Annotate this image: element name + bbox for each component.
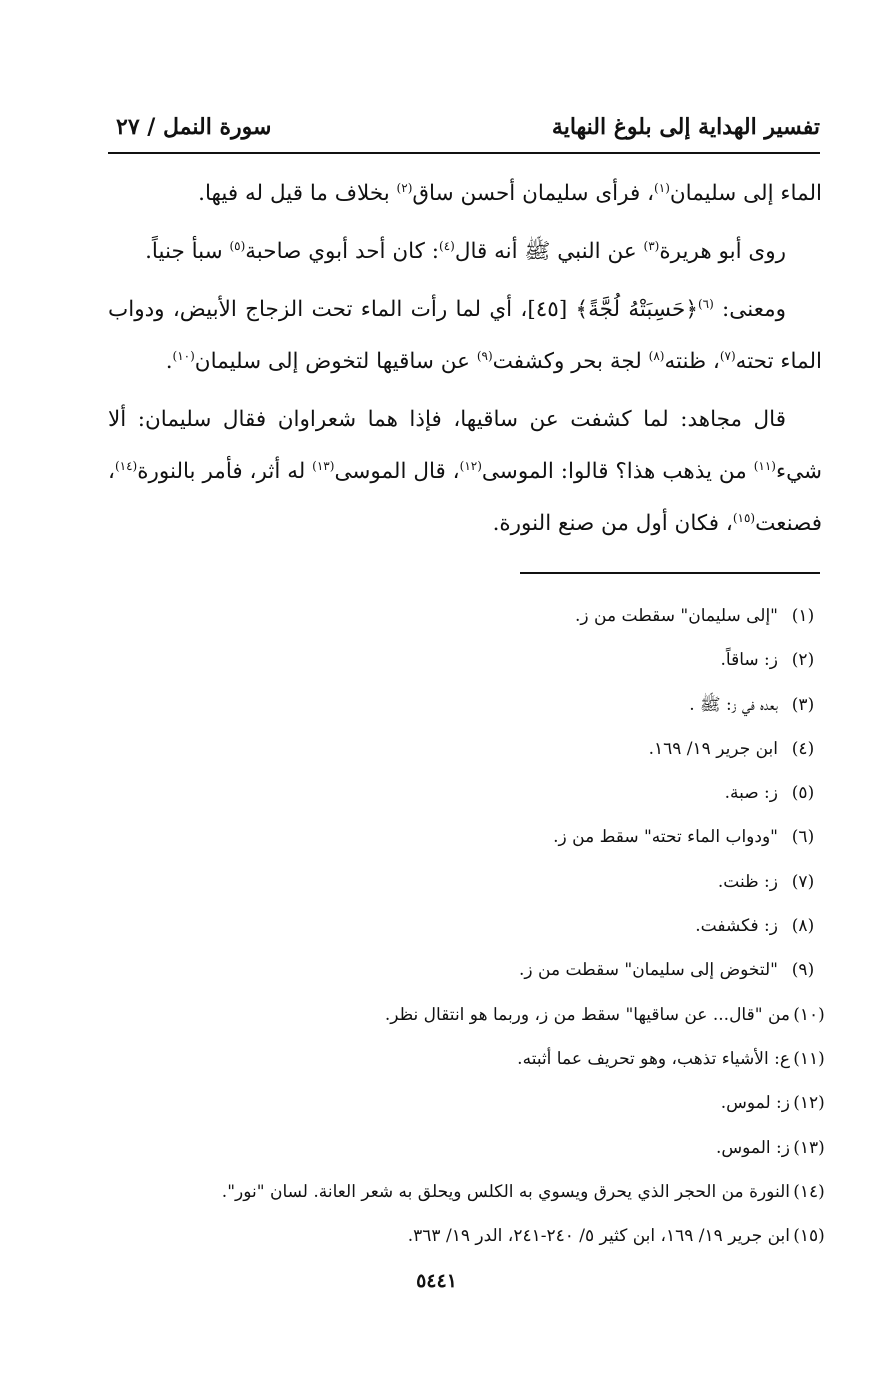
footnote-number: (٣) (791, 694, 815, 715)
footnote-text: ع: الأشياء تذهب، وهو تحريف عما أثبته. (517, 1048, 790, 1069)
footnote-text: ز: صبة. (724, 783, 778, 804)
running-header (108, 110, 820, 150)
footnote-text: من "قال... عن ساقيها" سقط من ز، وربما هو انتقال نظر. (384, 1004, 790, 1025)
text-run: ، قال الموسى (334, 459, 460, 484)
footnote-item (108, 1214, 828, 1258)
footnote-marker: (١٠) (172, 348, 195, 363)
text-run: ، فرأى سليمان أحسن ساق (412, 181, 655, 206)
footnote-number: (٩) (791, 960, 815, 981)
footnote-marker: (٣) (643, 238, 660, 253)
footnote-text: ز: فكشفت. (695, 916, 778, 937)
footnote-number: (٤) (791, 738, 815, 759)
footnote-number: (٢) (791, 650, 815, 671)
footnote-text: ز: ساقاً. (720, 650, 778, 671)
footnote-item (108, 771, 828, 815)
surah-label: سورة النمل / ٢٧ (116, 114, 272, 140)
footnote-marker: (١١) (753, 458, 776, 473)
footnote-text: ابن جرير ١٩/ ١٦٩، ابن كثير ٥/ ٢٤٠-٢٤١، الدر ١٩/ ٣٦٣. (407, 1226, 790, 1247)
text-run: قال مجاهد: لما كشفت عن ساقيها، فإذا هما شعراوان فقال سليمان: ألا شيء (108, 407, 822, 484)
footnote-text: "إلى سليمان" سقطت من ز. (575, 606, 778, 626)
main-text (108, 168, 822, 556)
footnote-text: بعده في ز: ﷺ . (689, 694, 778, 715)
footnote-marker: (١٣) (312, 458, 335, 473)
footnote-text: ز: ظنت. (717, 871, 778, 892)
footnote-number: (١١) (793, 1048, 825, 1069)
footnote-text: ز: الموس. (715, 1137, 790, 1158)
footnote-marker: (٧) (719, 348, 736, 363)
footnote-marker: (١٢) (459, 458, 482, 473)
footnote-item (108, 683, 828, 727)
footnote-number: (١٠) (793, 1004, 825, 1025)
text-run: ، فكان أول من صنع النورة. (492, 511, 733, 536)
footnote-marker: (٢) (396, 180, 413, 195)
paragraph-3 (108, 284, 822, 388)
page-number: ٥٤٤١ (416, 1270, 457, 1292)
text-run: ومعنى: (713, 297, 786, 322)
footnote-number: (١٤) (793, 1181, 825, 1202)
footnote-number: (١٥) (793, 1226, 825, 1247)
text-run: ، ظنته (664, 349, 720, 374)
text-run: الماء إلى سليمان (669, 181, 822, 206)
text-run: عن النبي ﷺ أنه قال (454, 239, 644, 264)
footnote-marker: (٦) (697, 296, 714, 311)
footnote-item (108, 638, 828, 682)
footnote-text: "لتخوض إلى سليمان" سقطت من ز. (519, 960, 778, 981)
footnote-number: (٦) (791, 827, 815, 848)
footnote-marker: (٨) (648, 348, 665, 363)
footnote-number: (٥) (791, 783, 815, 804)
footnote-item (108, 594, 828, 638)
footnote-text: ز: لموس. (720, 1093, 790, 1114)
footnote-item (108, 1037, 828, 1081)
footnote-number: (٨) (791, 916, 815, 937)
footnote-marker: (١٥) (732, 510, 756, 525)
header-rule (108, 152, 820, 154)
footnote-item (108, 1081, 828, 1125)
footnote-number: (١٣) (793, 1137, 825, 1158)
footnote-item (108, 1126, 828, 1170)
footnote-item (108, 860, 828, 904)
footnote-number: (١٢) (793, 1093, 825, 1114)
footnote-item (108, 1170, 828, 1214)
footnote-text: ابن جرير ١٩/ ١٦٩. (648, 738, 778, 759)
text-run: من يذهب هذا؟ قالوا: الموسى (481, 459, 754, 484)
text-run: روى أبو هريرة (659, 239, 786, 264)
text-run: سبأ جنياً. (145, 239, 230, 264)
text-run: : كان أحد أبوي صاحبة (245, 239, 439, 264)
text-run: ، فصنعت (108, 459, 822, 536)
paragraph-4 (108, 394, 822, 550)
text-run: . (165, 349, 173, 374)
footnote-item (108, 727, 828, 771)
footnote-marker: (٥) (229, 238, 246, 253)
footnote-marker: (٩) (476, 348, 493, 363)
footnote-number: (٧) (791, 871, 815, 892)
text-run: بخلاف ما قيل له فيها. (198, 181, 397, 206)
footnote-marker: (١٤) (114, 458, 138, 473)
footnote-marker: (٤) (439, 238, 455, 253)
paragraph-2 (108, 226, 822, 278)
quran-quote: ﴿حَسِبَتْهُ لُجَّةً﴾ (575, 297, 698, 322)
text-run: له أثر، فأمر بالنورة (137, 459, 313, 484)
footnote-separator (520, 572, 820, 574)
footnote-item (108, 904, 828, 948)
footnote-marker: (١) (654, 180, 670, 195)
footnote-text: النورة من الحجر الذي يحرق ويسوي به الكلس ويحلق به شعر العانة. لسان "نور". (221, 1181, 790, 1202)
footnotes (108, 594, 828, 1258)
text-run: [٤٥]، أي لما رأت الماء تحت الزجاج الأبيض، ودواب الماء تحته (108, 297, 822, 374)
footnote-item (108, 948, 828, 992)
footnote-item (108, 815, 828, 859)
book-title: تفسير الهداية إلى بلوغ النهاية (551, 114, 820, 140)
text-run: عن ساقيها لتخوض إلى سليمان (194, 349, 477, 374)
paragraph-1 (108, 168, 822, 220)
text-run: لجة بحر وكشفت (492, 349, 649, 374)
footnote-number: (١) (791, 606, 815, 626)
footnote-item (108, 993, 828, 1037)
footnote-text: "ودواب الماء تحته" سقط من ز. (553, 827, 778, 848)
